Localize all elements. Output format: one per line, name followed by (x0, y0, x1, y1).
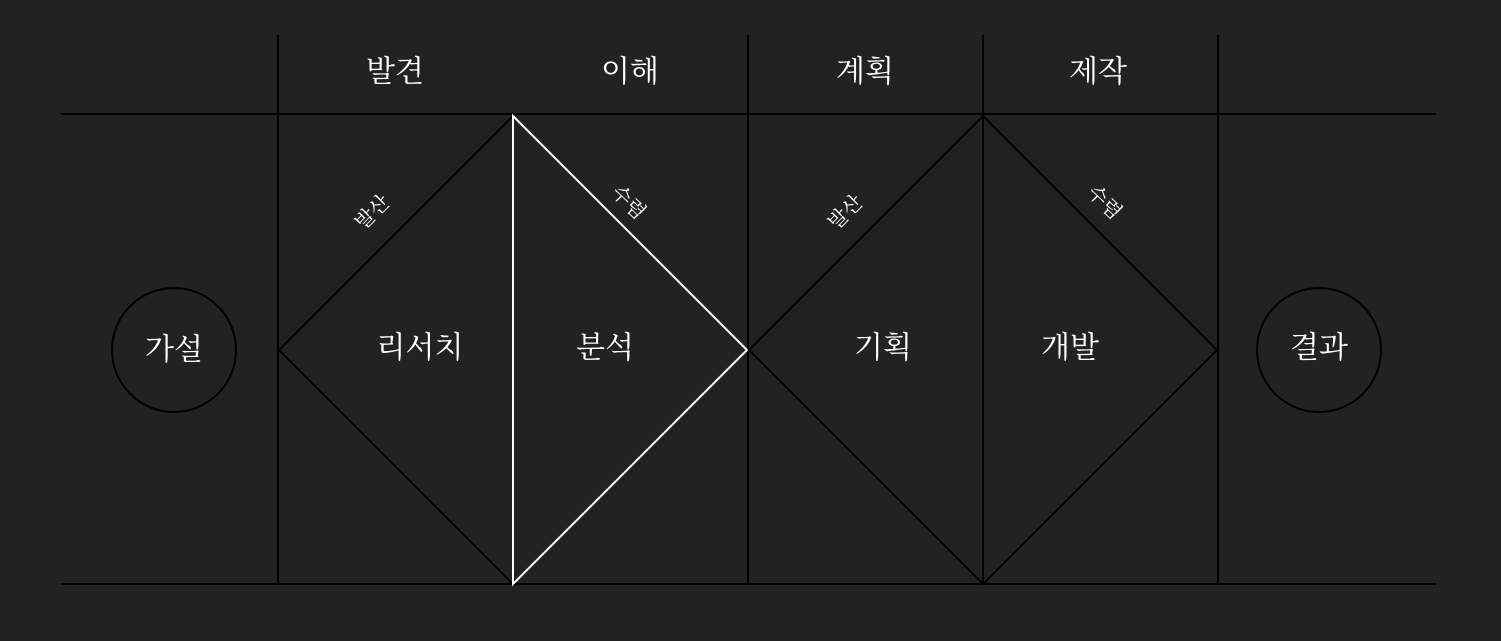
grid (61, 35, 1436, 584)
phase-label-make: 제작 (1069, 54, 1127, 90)
end-label: 결과 (1290, 330, 1348, 366)
edge-label-diverge-2: 발산 (822, 189, 868, 235)
node-label-planning: 기획 (854, 330, 912, 366)
node-label-analysis: 분석 (576, 330, 634, 366)
node-label-research: 리서치 (376, 330, 464, 366)
phase-label-discover: 발견 (366, 54, 424, 90)
phase-label-understand: 이해 (601, 54, 659, 90)
start-label: 가설 (145, 332, 203, 368)
edge-label-diverge-1: 발산 (349, 189, 395, 235)
node-label-development: 개발 (1041, 330, 1099, 366)
edge-label-converge-1: 수렴 (606, 179, 652, 225)
phase-label-plan: 계획 (836, 54, 894, 90)
edge-label-converge-2: 수렴 (1082, 179, 1128, 225)
